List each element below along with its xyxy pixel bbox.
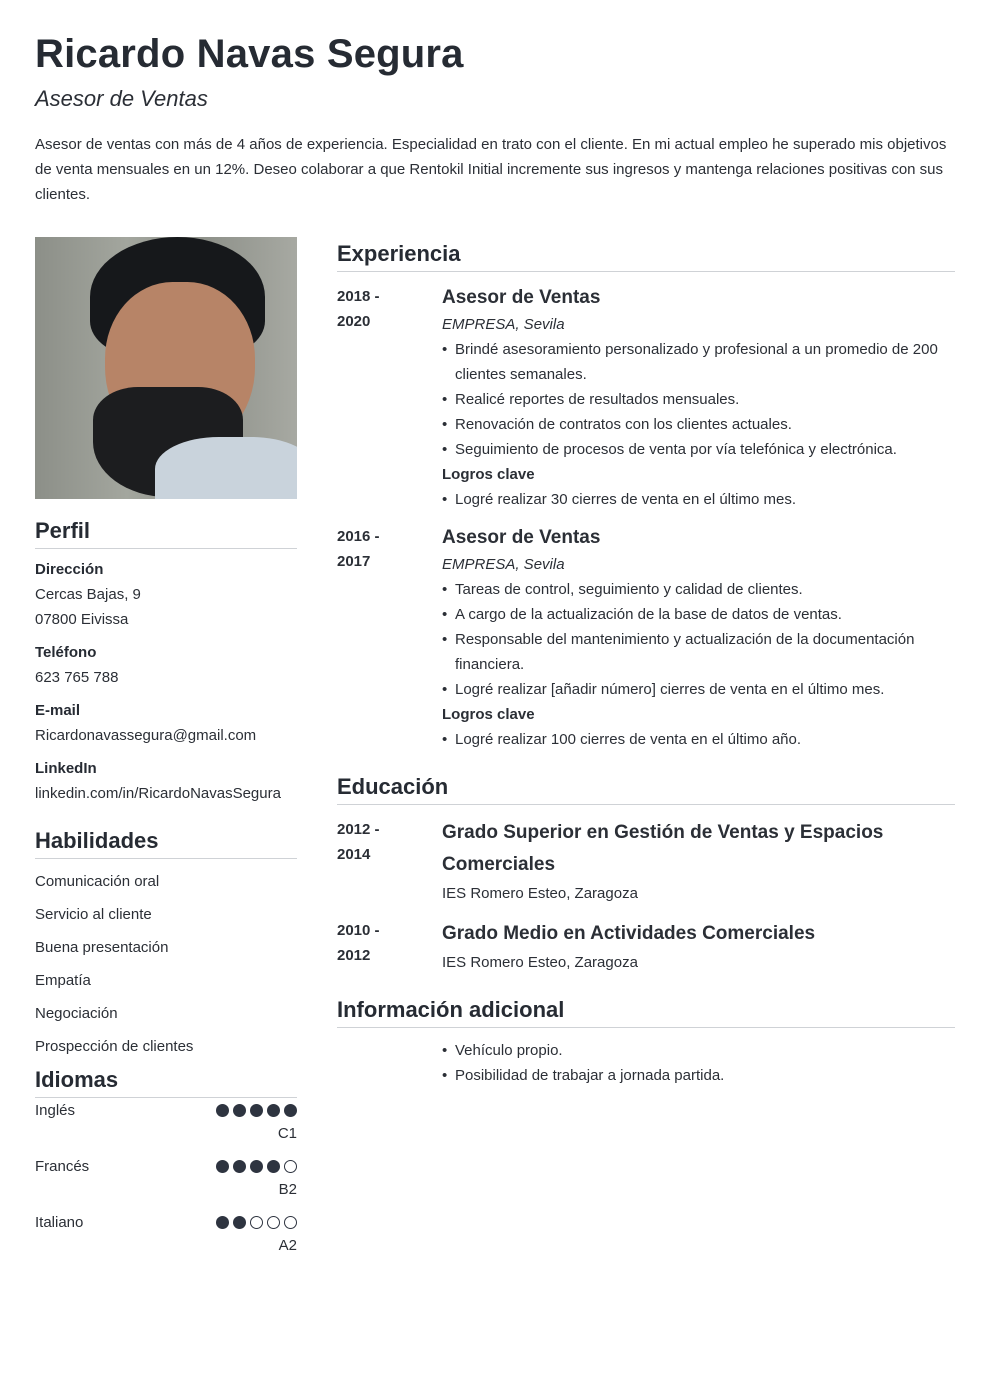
list-item: • Posibilidad de trabajar a jornada partida.	[442, 1063, 955, 1088]
language-level: A2	[278, 1237, 297, 1254]
skill-item: Prospección de clientes	[35, 1038, 194, 1055]
linkedin-label: LinkedIn	[35, 760, 97, 777]
duties-list	[442, 337, 955, 462]
list-item: • A cargo de la actualización de la base de datos de ventas.	[442, 602, 955, 627]
profile-section-title: Perfil	[35, 518, 297, 549]
rating-dot-filled	[250, 1104, 263, 1117]
skill-item: Comunicación oral	[35, 873, 160, 890]
experience-date: 2018 - 2020	[337, 288, 380, 330]
list-item: • Logré realizar 30 cierres de venta en el último mes.	[442, 487, 955, 512]
rating-dot-filled	[216, 1104, 229, 1117]
company-name: EMPRESA, Sevila	[442, 316, 565, 333]
experience-date: 2016 - 2017	[337, 528, 380, 570]
address-line2: 07800 Eivissa	[35, 611, 129, 628]
experience-entry	[337, 284, 955, 512]
rating-dot-empty	[284, 1216, 297, 1229]
language-name: Inglés	[35, 1102, 76, 1119]
rating-dot-empty	[267, 1216, 280, 1229]
list-item: • Tareas de control, seguimiento y calidad de clientes.	[442, 577, 955, 602]
list-item: • Logré realizar 100 cierres de venta en el último año.	[442, 727, 955, 752]
education-date: 2010 - 2012	[337, 922, 380, 964]
language-rating	[216, 1216, 297, 1229]
experience-section-title: Experiencia	[337, 241, 955, 272]
job-title: Asesor de Ventas	[442, 287, 601, 308]
languages-section-title: Idiomas	[35, 1067, 297, 1098]
language-name: Italiano	[35, 1214, 84, 1231]
email-field	[35, 698, 297, 748]
email-value[interactable]: Ricardonavassegura@gmail.com	[35, 727, 257, 744]
list-item: • Renovación de contratos con los clientes actuales.	[442, 412, 955, 437]
company-name: EMPRESA, Sevila	[442, 556, 565, 573]
candidate-name: Ricardo Navas Segura	[35, 32, 464, 76]
summary-text: Asesor de ventas con más de 4 años de experiencia. Especialidad en trato con el cliente. En mi actual empleo he superado mis objetivos de venta mensuales en un 12%. Deseo colaborar a que Rentokil Initial incremente sus ingresos y mantenga relaciones positivas con sus clientes.	[35, 136, 947, 203]
skill-item: Buena presentación	[35, 939, 169, 956]
right-column	[337, 241, 955, 1088]
linkedin-link[interactable]: linkedin.com/in/RicardoNavasSegura	[35, 785, 281, 802]
email-label: E-mail	[35, 702, 81, 719]
language-level: B2	[278, 1181, 297, 1198]
list-item: • Realicé reportes de resultados mensuales.	[442, 387, 955, 412]
profile-photo	[35, 237, 297, 499]
phone-value: 623 765 788	[35, 669, 119, 686]
list-item: • Responsable del mantenimiento y actualización de la documentación financiera.	[442, 627, 955, 677]
experience-entry	[337, 524, 955, 752]
address-line1: Cercas Bajas, 9	[35, 586, 141, 603]
additional-info-list	[442, 1038, 955, 1088]
rating-dot-empty	[250, 1216, 263, 1229]
skills-section-title: Habilidades	[35, 828, 297, 859]
address-field	[35, 557, 297, 632]
list-item: • Logré realizar [añadir número] cierres de venta en el último mes.	[442, 677, 955, 702]
left-column	[35, 237, 297, 1266]
language-level: C1	[277, 1125, 297, 1142]
rating-dot-filled	[216, 1216, 229, 1229]
skill-item: Servicio al cliente	[35, 906, 152, 923]
candidate-role: Asesor de Ventas	[35, 86, 208, 111]
phone-field	[35, 640, 297, 690]
skills-list	[35, 869, 297, 1067]
job-title: Asesor de Ventas	[442, 527, 601, 548]
phone-label: Teléfono	[35, 644, 97, 661]
rating-dot-filled	[267, 1104, 280, 1117]
language-rating	[216, 1160, 297, 1173]
school-name: IES Romero Esteo, Zaragoza	[442, 954, 638, 971]
education-entry	[337, 817, 955, 906]
duties-list	[442, 577, 955, 702]
rating-dot-filled	[233, 1104, 246, 1117]
rating-dot-filled	[216, 1160, 229, 1173]
degree-title: Grado Superior en Gestión de Ventas y Espacios Comerciales	[442, 822, 884, 875]
degree-title: Grado Medio en Actividades Comerciales	[442, 923, 816, 944]
language-item	[35, 1154, 297, 1210]
education-section-title: Educación	[337, 774, 955, 805]
language-name: Francés	[35, 1158, 90, 1175]
language-rating	[216, 1104, 297, 1117]
additional-info-section-title: Información adicional	[337, 997, 955, 1028]
key-achievements-label: Logros clave	[442, 706, 535, 723]
linkedin-field	[35, 756, 297, 806]
rating-dot-filled	[267, 1160, 280, 1173]
rating-dot-filled	[284, 1104, 297, 1117]
rating-dot-empty	[284, 1160, 297, 1173]
language-item	[35, 1210, 297, 1266]
list-item: • Brindé asesoramiento personalizado y profesional a un promedio de 200 clientes semanales.	[442, 337, 955, 387]
rating-dot-filled	[233, 1160, 246, 1173]
list-item: • Vehículo propio.	[442, 1038, 955, 1063]
additional-info-entry	[337, 1038, 955, 1088]
achievements-list	[442, 487, 955, 512]
key-achievements-label: Logros clave	[442, 466, 535, 483]
education-entry	[337, 918, 955, 975]
skill-item: Negociación	[35, 1005, 118, 1022]
language-item	[35, 1098, 297, 1154]
rating-dot-filled	[233, 1216, 246, 1229]
school-name: IES Romero Esteo, Zaragoza	[442, 885, 638, 902]
rating-dot-filled	[250, 1160, 263, 1173]
achievements-list	[442, 727, 955, 752]
address-label: Dirección	[35, 561, 104, 578]
list-item: • Seguimiento de procesos de venta por vía telefónica y electrónica.	[442, 437, 955, 462]
education-date: 2012 - 2014	[337, 821, 380, 863]
skill-item: Empatía	[35, 972, 91, 989]
